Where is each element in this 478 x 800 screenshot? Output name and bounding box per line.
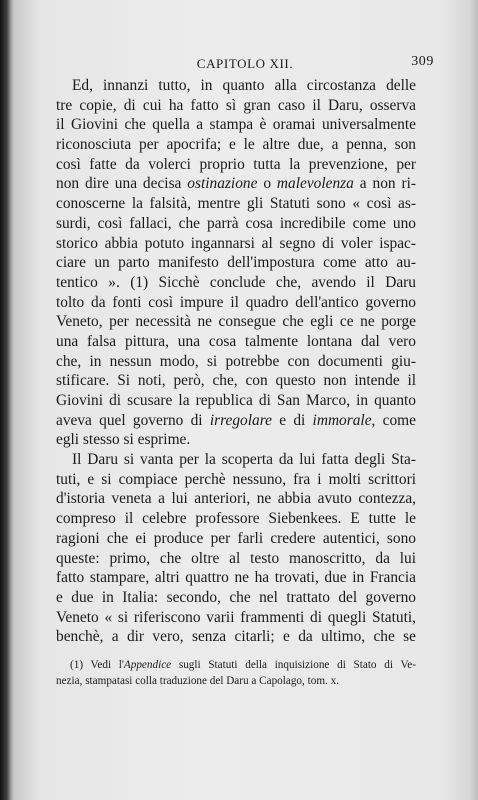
text-line: Ed, innanzi tutto, in quanto alla circostanza delle <box>72 77 416 94</box>
text-line: una falsa pittura, una cosa talmente lontana dal vero <box>56 332 416 350</box>
text-line: fatto stampare, altri quattro ne ha trovati, due in Francia <box>56 569 416 587</box>
text-line: il Giovini che quella a stampa è oramai universalmente <box>56 116 416 134</box>
book-spine-shadow <box>0 0 10 800</box>
text-line: benchè, a dir vero, senza citarli; e da ultimo, che se <box>56 628 416 646</box>
text-line: egli stesso si esprime. <box>56 431 191 449</box>
text-line <box>56 174 416 194</box>
text-fragment: e di <box>271 411 313 429</box>
text-line: compreso il celebre professore Siebenkees. E tutte le <box>56 510 416 528</box>
text-line: Giovini di scusare la republica di San Marco, in quanto <box>56 392 416 409</box>
text-line: riconosciuta per apocrifa; e le altre due, a penna, son <box>56 136 416 154</box>
text-line: d'istoria veneta a lui anteriori, ne abbia avuto contezza, <box>56 490 416 508</box>
text-fragment: , come <box>371 411 416 429</box>
page-number: 309 <box>411 54 434 69</box>
text-line: conoscerne la falsità, mentre gli Statuti sono « così as- <box>56 195 416 213</box>
italic-word: Appendice <box>123 659 172 671</box>
italic-word: ostinazione <box>187 175 258 193</box>
text-fragment: sugli Statuti della inquisizione di Stato di Ve- <box>171 659 416 671</box>
text-line: tre copie, di cui ha fatto sì gran caso il Daru, osserva <box>56 96 416 114</box>
text-line: Veneto, per necessità ne consegue che egli ce ne porge <box>56 313 416 331</box>
text-fragment: (1) Vedi l' <box>70 659 124 671</box>
text-line: tolto da fonti così impure il quadro dell'antico governo <box>56 293 416 311</box>
footnote <box>56 657 416 689</box>
body-text <box>56 76 416 647</box>
text-line: e due in Italia: secondo, che nel trattato del governo <box>56 588 416 606</box>
text-fragment: o <box>257 175 277 193</box>
text-line: queste: primo, che oltre al testo manoscritto, da lui <box>56 549 416 567</box>
italic-word: irregolare <box>209 411 272 429</box>
text-line: che, in nessun modo, si potrebbe con documenti giu- <box>56 352 416 370</box>
text-line: storico abbia potuto ingannarsi al segno di voler ispac- <box>56 234 416 252</box>
text-fragment: non dire una decisa <box>56 175 188 193</box>
text-line <box>56 411 416 431</box>
text-line: surdi, così fallaci, che parrà cosa incredibile come uno <box>56 214 416 232</box>
text-line: così fatte da volerci proprio tutta la prevenzione, per <box>56 155 416 173</box>
italic-word: malevolenza <box>276 175 354 193</box>
text-line: stificare. Si noti, però, che, con questo non intende il <box>56 372 416 390</box>
running-title: CAPITOLO XII. <box>196 56 294 71</box>
text-line: ragioni che ei produce per farli credere autentici, sono <box>56 529 416 547</box>
page-header <box>56 54 434 74</box>
text-fragment: aveva quel governo di <box>56 411 210 429</box>
italic-word: immorale <box>312 411 372 429</box>
text-line: tentico ». (1) Sicchè conclude che, avendo il Daru <box>56 273 416 291</box>
text-line: Il Daru si vanta per la scoperta da lui fatta degli Sta- <box>72 451 416 469</box>
text-line: tuti, e si compiace perchè nessuno, fra i molti scrittori <box>56 470 416 488</box>
text-line: Veneto « si riferiscono varii frammenti di quegli Statuti, <box>56 608 416 626</box>
text-fragment: a non ri- <box>359 175 417 193</box>
text-line: ciare un parto manifesto dell'impostura come atto au- <box>56 254 416 272</box>
footnote-line <box>56 657 416 673</box>
footnote-line: nezia, stampatasi colla traduzione del Daru a Capolago, tom. x. <box>56 675 340 687</box>
